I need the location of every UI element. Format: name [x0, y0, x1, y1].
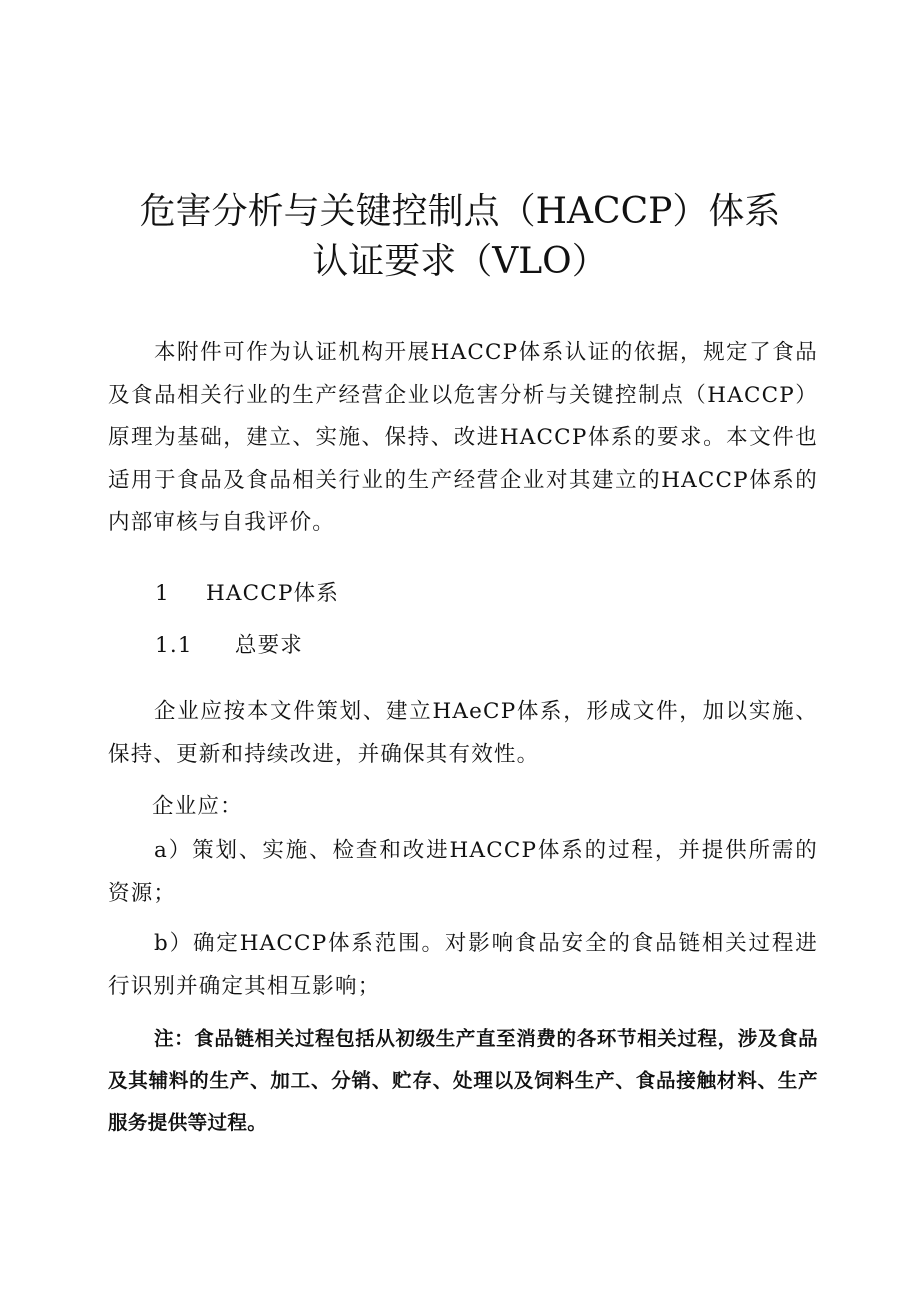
requirement-item-b: b）确定HACCP体系范围。对影响食品安全的食品链相关过程进行识别并确定其相互影响；: [108, 931, 818, 999]
enterprise-shall-label: 企业应：: [152, 794, 243, 819]
document-title-line1: 危害分析与关键控制点（HACCP）体系: [139, 191, 781, 232]
section-1-heading: [155, 578, 339, 610]
requirement-item-a: a）策划、实施、检查和改进HACCP体系的过程，并提供所需的资源；: [108, 838, 818, 906]
section-1-1-number: 1.1: [155, 633, 193, 658]
section-1-1-title: 总要求: [234, 633, 303, 658]
intro-paragraph: 本附件可作为认证机构开展HACCP体系认证的依据，规定了食品及食品相关行业的生产经营企业以危害分析与关键控制点（HACCP）原理为基础，建立、实施、保持、改进HACCP体系的要求。本文件也适用于食品及食品相关行业的生产经营企业对其建立的HACCP体系的内部审核与自我评价。: [108, 340, 818, 535]
section-1-number: 1: [155, 581, 170, 606]
document-title-line2: 认证要求（VLO）: [312, 241, 608, 282]
general-requirement-paragraph: 企业应按本文件策划、建立HAeCP体系，形成文件，加以实施、保持、更新和持续改进，并确保其有效性。: [108, 699, 818, 767]
note-paragraph: 注：食品链相关过程包括从初级生产直至消费的各环节相关过程，涉及食品及其辅料的生产、加工、分销、贮存、处理以及饲料生产、食品接触材料、生产服务提供等过程。: [108, 1027, 818, 1134]
section-1-title: HACCP体系: [205, 581, 340, 606]
section-1-1-heading: [155, 630, 303, 662]
